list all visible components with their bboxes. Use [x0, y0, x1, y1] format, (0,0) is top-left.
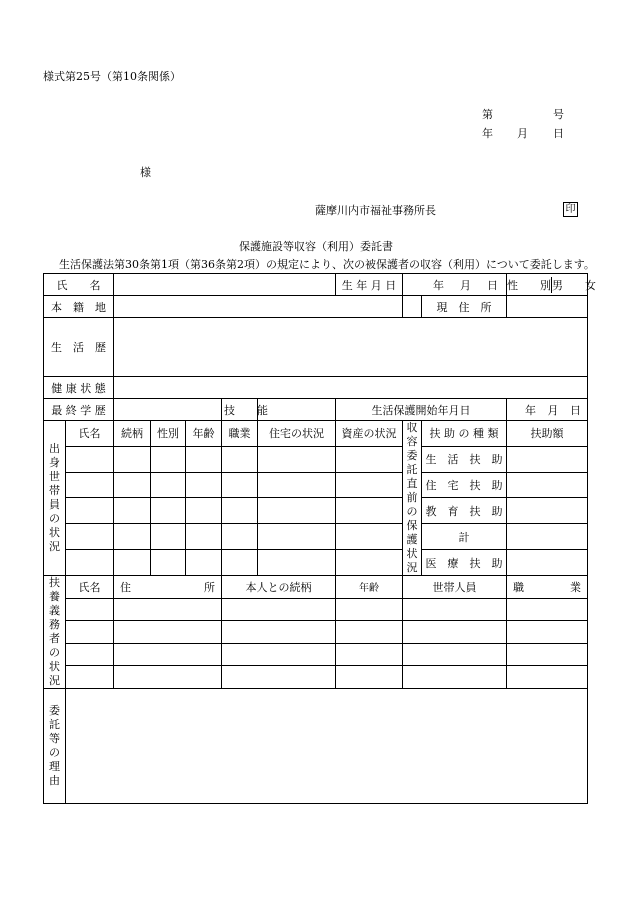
household-row — [44, 498, 588, 524]
support-row — [44, 666, 588, 689]
issuer-name: 薩摩川内市福祉事務所長 — [315, 204, 436, 217]
sex-cell — [507, 274, 596, 296]
date-year: 年 — [482, 127, 493, 140]
value-skill[interactable] — [258, 399, 336, 421]
aid-amount-education[interactable] — [507, 498, 588, 524]
sp-header-age: 年齢 — [336, 576, 403, 599]
reason-value[interactable] — [66, 689, 588, 804]
household-header-row — [44, 421, 588, 447]
label-address: 現 住 所 — [422, 296, 507, 318]
date-month: 月 — [517, 127, 528, 140]
value-health[interactable] — [114, 377, 588, 399]
support-row — [44, 643, 588, 666]
row-name — [44, 274, 588, 296]
label-history: 生 活 歴 — [44, 318, 114, 377]
row-education — [44, 399, 588, 421]
aid-amount-header: 扶助額 — [507, 421, 588, 447]
household-row — [44, 446, 588, 472]
aid-amount-total[interactable] — [507, 524, 588, 550]
hh-header-age: 年齢 — [186, 421, 222, 447]
sp-header-relation: 本人との続柄 — [222, 576, 336, 599]
aid-amount-housing[interactable] — [507, 472, 588, 498]
label-honseki: 本 籍 地 — [44, 296, 114, 318]
prior-protection-side-label: 収 容 委 託 直 前 の 保 護 状 況 — [403, 421, 422, 576]
value-address[interactable] — [507, 296, 588, 318]
start-month: 月 — [547, 403, 559, 417]
doc-no-go: 号 — [553, 108, 564, 121]
start-day: 日 — [570, 403, 581, 417]
hh-header-sex: 性別 — [151, 421, 186, 447]
hh-header-relation: 続柄 — [114, 421, 151, 447]
hh-header-name: 氏名 — [66, 421, 114, 447]
sp-header-name: 氏名 — [66, 576, 114, 599]
row-history — [44, 318, 588, 377]
value-history[interactable] — [114, 318, 588, 377]
row-honseki — [44, 296, 588, 318]
label-skill: 技 能 — [222, 399, 258, 421]
value-education[interactable] — [114, 399, 222, 421]
start-year: 年 — [525, 403, 536, 417]
birth-day: 日 — [487, 278, 498, 292]
support-row — [44, 621, 588, 644]
aid-type-education: 教 育 扶 助 — [422, 498, 507, 524]
document-title: 保護施設等収容（利用）委託書 — [239, 240, 393, 253]
household-row — [44, 472, 588, 498]
form-number: 様式第25号（第10条関係） — [43, 70, 181, 83]
hh-header-job: 職業 — [222, 421, 258, 447]
form-table — [43, 273, 596, 804]
value-honseki[interactable] — [114, 296, 403, 318]
birth-month: 月 — [460, 278, 471, 292]
value-sex[interactable]: 男 女 — [552, 278, 596, 292]
addressee-sama: 様 — [140, 166, 151, 179]
value-start-date[interactable] — [507, 399, 588, 421]
aid-type-living: 生 活 扶 助 — [422, 446, 507, 472]
seal-mark: 印 — [563, 202, 578, 217]
lead-text: 生活保護法第30条第1項（第36条第2項）の規定により、次の被保護者の収容（利用）について委託します。 — [59, 258, 595, 271]
sp-header-address: 住 所 — [114, 576, 222, 599]
sp-header-members: 世帯人員 — [403, 576, 507, 599]
household-side-label: 出 身 世 帯 員 の 状 況 — [44, 421, 66, 576]
value-birthdate[interactable] — [403, 274, 507, 296]
date-day: 日 — [553, 127, 564, 140]
hh-header-housing: 住宅の状況 — [258, 421, 336, 447]
hh-header-assets: 資産の状況 — [336, 421, 403, 447]
reason-side-label: 委 託 等 の 理 由 — [44, 689, 66, 804]
support-header-row — [44, 576, 588, 599]
aid-type-housing: 住 宅 扶 助 — [422, 472, 507, 498]
aid-amount-living[interactable] — [507, 446, 588, 472]
label-name: 氏 名 — [44, 274, 114, 296]
sp-header-job: 職 業 — [507, 576, 588, 599]
household-row — [44, 524, 588, 550]
label-start-date: 生活保護開始年月日 — [336, 399, 507, 421]
row-health — [44, 377, 588, 399]
aid-amount-medical[interactable] — [507, 550, 588, 576]
support-side-label: 扶 養 義 務 者 の 状 況 — [44, 576, 66, 689]
household-row — [44, 550, 588, 576]
support-row — [44, 598, 588, 621]
reason-row — [44, 689, 588, 804]
label-health: 健 康 状 態 — [44, 377, 114, 399]
aid-type-header: 扶 助 の 種 類 — [422, 421, 507, 447]
doc-no-dai: 第 — [482, 108, 493, 121]
label-sex: 性 別 — [507, 278, 551, 292]
aid-type-total: 計 — [422, 524, 507, 550]
label-education: 最 終 学 歴 — [44, 399, 114, 421]
value-name[interactable] — [114, 274, 336, 296]
aid-type-medical: 医 療 扶 助 — [422, 550, 507, 576]
label-address-spacer — [403, 296, 422, 318]
label-birthdate: 生 年 月 日 — [336, 274, 403, 296]
birth-year: 年 — [433, 278, 444, 292]
